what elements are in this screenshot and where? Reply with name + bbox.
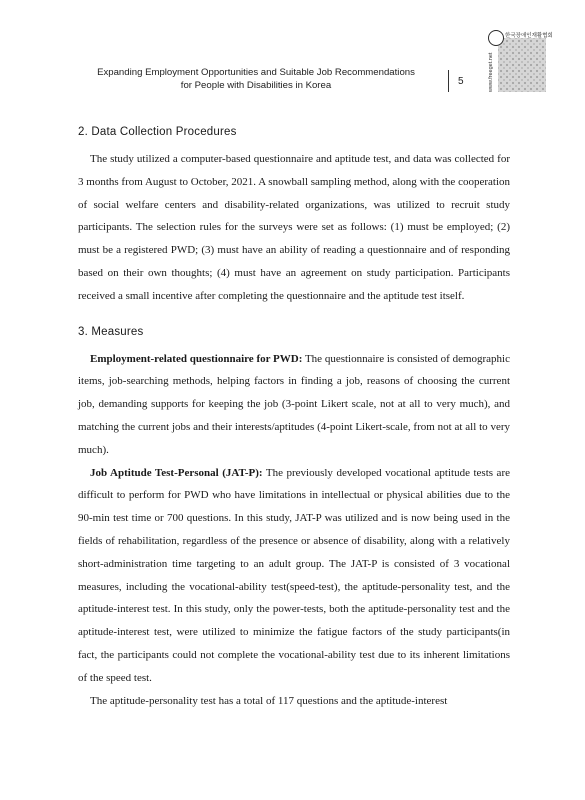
paragraph-text: The study utilized a computer-based questionnaire and aptitude test, and data was collected for 3 months from August to October, 2021. A snowball sampling method, along with the cooperation of social welfare centers and disability-related organizations, was utilized to recruit study participants. The selection rules for the surveys were set as follows: (1) must be employed; (2) must be a registered PWD; (3) must have an ability of reading a questionnaire and of responding based on their own thoughts; (4) must have an agreement on study participation. Participants received a small incentive after completing the questionnaire and the aptitude test itself. (78, 153, 510, 302)
paragraph-employment-questionnaire (78, 348, 510, 462)
paragraph-lead: Employment-related questionnaire for PWD: (90, 352, 303, 365)
publisher-logo (488, 28, 553, 92)
paragraph-jat-p (78, 462, 510, 690)
paragraph-lead: Job Aptitude Test-Personal (JAT-P): (90, 466, 263, 479)
page-number: 5 (458, 76, 464, 87)
section-heading-measures: 3. Measures (78, 325, 144, 338)
page-body (78, 120, 510, 712)
paragraph-text: The questionnaire is consisted of demographic items, job-searching methods, helping factors in finding a job, reasons of choosing the current job, demanding supports for keeping the job (3-point Likert scale, not at all to very much), and matching the current jobs and their interests/aptitudes (4-point Likert-scale, from not at all to very much). (78, 352, 510, 456)
paragraph-text: The aptitude-personality test has a total of 117 questions and the aptitude-interest (90, 694, 448, 707)
logo-emblem-icon (488, 30, 504, 46)
section-heading-data-collection: 2. Data Collection Procedures (78, 126, 237, 138)
logo-url: www.freeget.net (488, 52, 494, 92)
running-title-line-2: for People with Disabilities in Korea (180, 80, 332, 91)
page-header (0, 0, 585, 100)
running-title (60, 66, 452, 92)
logo-pattern (498, 38, 546, 92)
paragraph-aptitude-personality (78, 690, 510, 713)
paragraph-text: The previously developed vocational aptitude tests are difficult to perform for PWD who have limitations in intellectual or physical abilities due to the 90-min test time or 700 questions. In this study, JAT-P was utilized and is now being used in the fields of rehabilitation, regardless of the presence or absence of disability, along with a relatively short-administration time targeting to an adult group. The JAT-P is consisted of 3 vocational measures, including the vocational-ability test(speed-test), the aptitude-personality test, and the aptitude-interest test. In this study, only the power-tests, both the aptitude-personality test and the aptitude-interest test, were utilized to minimize the fatigue factors of the study participants(in fact, the participants could not complete the vocational-ability test due to its inherent limitations of the speed test. (78, 466, 510, 684)
logo-org-name: 한국장애인재활협회 (505, 33, 553, 39)
paragraph-data-collection (78, 148, 510, 308)
running-title-line-1: Expanding Employment Opportunities and Suitable Job Recommendations (97, 67, 415, 78)
header-divider (448, 70, 449, 92)
